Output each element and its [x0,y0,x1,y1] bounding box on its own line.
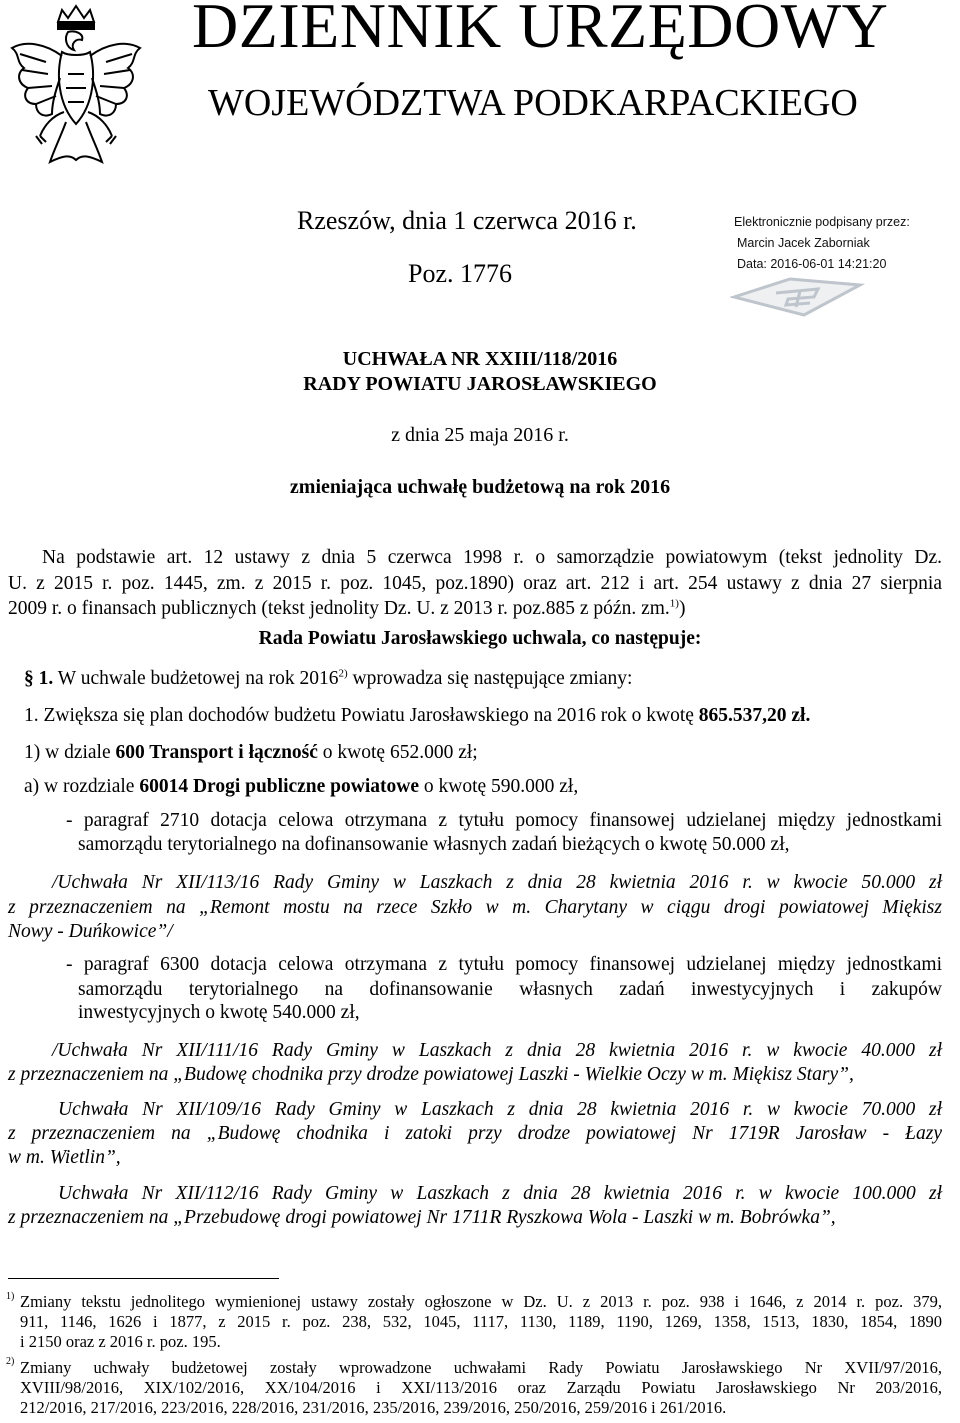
resolution-number: UCHWAŁA NR XXIII/118/2016 [342,348,618,370]
item-1-1: 1) w dziale 600 Transport i łączność o kwotę 652.000 zł; [24,742,478,763]
paragraph-6300-line-2: samorządu terytorialnego na dofinansowanie własnych zadań inwestycyjnych i zakupów [78,979,942,1000]
preamble-line-2: U. z 2015 r. poz. 1445, zm. z 2015 r. poz. 1045, poz.1890) oraz art. 212 i art. 254 ustawy z dnia 27 sierpnia [8,573,942,594]
paragraph-2710-line-2: samorządu terytorialnego na dofinansowanie własnych zadań bieżących o kwotę 50.000 zł, [78,834,790,855]
preamble-line-3: 2009 r. o finansach publicznych (tekst jednolity Dz. U. z 2013 r. poz.885 z późn. zm.$^{1)}$) [8,597,686,619]
footnote-1-line-2: 911, 1146, 1626 i 1877, z 2015 r. poz. 238, 532, 1045, 1117, 1130, 1189, 1190, 1269, 1358, 1513, 1830, 1854, 1890 [20,1312,942,1331]
item-1-1-a: a) w rozdziale 60014 Drogi publiczne powiatowe o kwotę 590.000 zł, [24,776,579,797]
note-2-line-2: z przeznaczeniem na „Budowę chodnika przy drodze powiatowej Laszki - Wielkie Oczy w m. Miękisz Stary”, [8,1064,854,1085]
footnote-separator [8,1278,279,1279]
item-1: 1. Zwiększa się plan dochodów budżetu Powiatu Jarosławskiego na 2016 rok o kwotę 865.537,20 zł. [24,705,811,726]
publication-date: Rzeszów, dnia 1 czerwca 2016 r. [297,206,637,235]
note-3-line-2: z przeznaczeniem na „Budowę chodnika i zatoki przy drodze powiatowej Nr 1719R Jarosław - Łazy [8,1123,942,1144]
note-4-line-2: z przeznaczeniem na „Przebudowę drogi powiatowej Nr 1711R Ryszkowa Wola - Laszki w m. Bobrówka”, [8,1207,836,1228]
paragraph-2710-line-1: - paragraf 2710 dotacja celowa otrzymana z tytułu pomocy finansowej udzielanej między jednostkami [66,810,942,831]
masthead-subtitle: WOJEWÓDZTWA PODKARPACKIEGO [208,82,858,124]
note-2-line-1: /Uchwała Nr XII/111/16 Rady Gminy w Laszkach z dnia 28 kwietnia 2016 r. w kwocie 40.000 zł [52,1040,942,1061]
note-4-line-1: Uchwała Nr XII/112/16 Rady Gminy w Laszkach z dnia 28 kwietnia 2016 r. w kwocie 100.000 zł [58,1183,942,1204]
footnote-2-line-1: Zmiany uchwały budżetowej zostały wprowadzone uchwałami Rady Powiatu Jarosławskiego Nr XVII/97/2016, [20,1358,942,1377]
note-1-line-1: /Uchwała Nr XII/113/16 Rady Gminy w Laszkach z dnia 28 kwietnia 2016 r. w kwocie 50.000 zł [52,872,942,893]
paragraph-1: § 1. W uchwale budżetowej na rok 2016$^{2)}$ wprowadza się następujące zmiany: [24,667,633,689]
note-1-line-2: z przeznaczeniem na „Remont mostu na rzece Szkło w m. Charytany w ciągu drogi powiatowej Miękisz [8,897,942,918]
masthead-title: DZIENNIK URZĘDOWY [192,0,889,61]
note-1-line-3: Nowy - Duńkowice”/ [8,921,173,942]
paragraph-6300-line-3: inwestycyjnych o kwotę 540.000 zł, [78,1002,360,1023]
note-3-line-1: Uchwała Nr XII/109/16 Rady Gminy w Laszkach z dnia 28 kwietnia 2016 r. w kwocie 70.000 zł [58,1099,942,1120]
resolution-subject: zmieniająca uchwałę budżetową na rok 2016 [289,476,671,498]
preamble-line-1: Na podstawie art. 12 ustawy z dnia 5 czerwca 1998 r. o samorządzie powiatowym (tekst jednolity Dz. [42,547,942,568]
signature-date: Data: 2016-06-01 14:21:20 [737,257,887,271]
note-3-line-3: w m. Wietlin”, [8,1147,121,1168]
footnote-2-mark: 2) [6,1356,15,1367]
footnote-2-line-2: XVIII/98/2016, XIX/102/2016, XX/104/2016 i XXI/113/2016 oraz Zarządu Powiatu Jarosławskiego Nr 203/2016, [20,1378,942,1397]
footnote-1-mark: 1) [6,1291,15,1302]
resolution-date: z dnia 25 maja 2016 r. [391,424,569,446]
polish-eagle-emblem-icon [6,4,146,169]
signer-name: Marcin Jacek Zaborniak [737,236,870,250]
paragraph-6300-line-1: - paragraf 6300 dotacja celowa otrzymana z tytułu pomocy finansowej udzielanej między jednostkami [66,954,942,975]
position-number: Poz. 1776 [408,259,512,288]
footnote-2-line-3: 212/2016, 217/2016, 223/2016, 228/2016, 231/2016, 235/2016, 239/2016, 250/2016, 259/2016 i 261/2016. [20,1398,727,1417]
resolves-clause: Rada Powiatu Jarosławskiego uchwala, co następuje: [258,628,702,649]
signature-label: Elektronicznie podpisany przez: [734,215,910,229]
electronic-signature [734,212,910,275]
e-signature-logo-icon [730,275,865,317]
resolution-body: RADY POWIATU JAROSŁAWSKIEGO [303,373,657,395]
footnote-1-line-1: Zmiany tekstu jednolitego wymienionej ustawy zostały ogłoszone w Dz. U. z 2013 r. poz. 938 i 1646, z 2014 r. poz. 379, [20,1292,942,1311]
footnote-1-line-3: i 2150 oraz z 2016 r. poz. 195. [20,1332,221,1351]
